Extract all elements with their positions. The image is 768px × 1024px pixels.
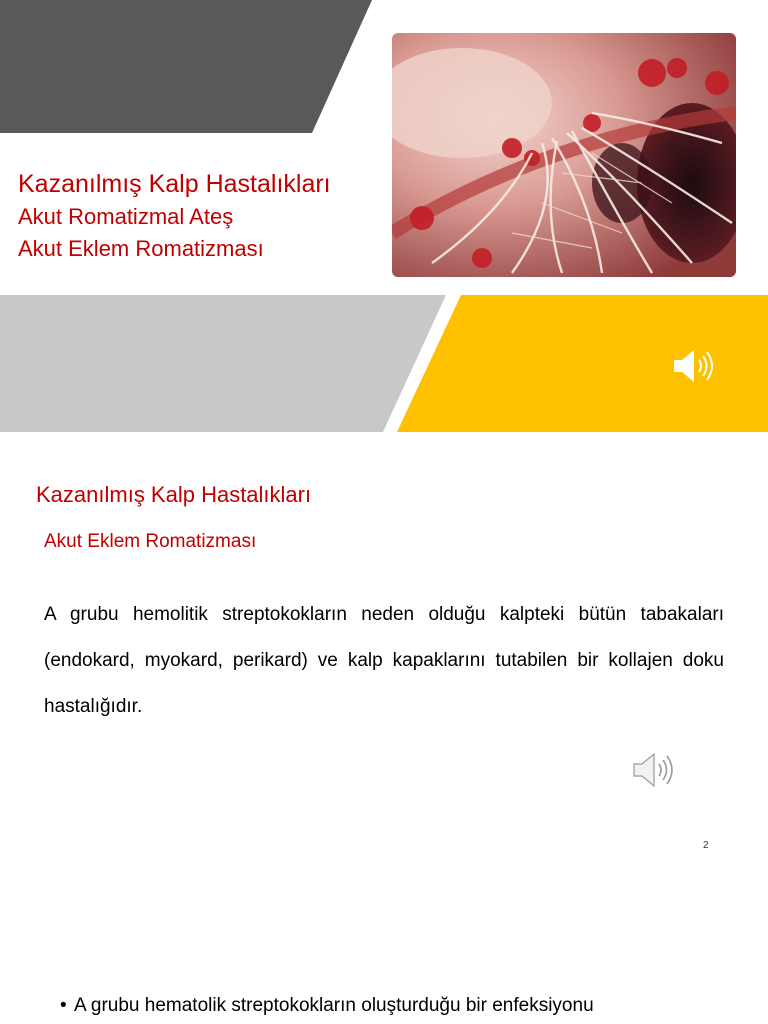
slide-subtitle: Akut Eklem Romatizması [44,531,257,552]
speaker-icon[interactable] [670,346,718,386]
heart-valve-photo [392,33,736,277]
slide-subtitle-1: Akut Romatizmal Ateş [18,204,234,229]
bullet-item [60,995,594,1017]
next-slide-partial [0,864,768,1024]
bullet-icon: • [60,995,67,1016]
slide-subtitle-2: Akut Eklem Romatizması [18,236,264,261]
slide-title: Kazanılmış Kalp Hastalıkları [18,170,331,198]
speaker-icon[interactable] [630,750,678,790]
bottom-accent-band [0,295,768,432]
title-slide [0,0,768,432]
content-slide [0,432,768,864]
page-number: 2 [703,840,709,851]
slide-body-text: A grubu hemolitik streptokokların neden olduğu kalpteki bütün tabakaları (endokard, myokard, perikard) ve kalp kapaklarını tutabilen bir kollajen doku hastalığıdır. [44,604,724,717]
slide-title: Kazanılmış Kalp Hastalıkları [36,482,312,507]
bullet-text: A grubu hematolik streptokokların oluşturduğu bir enfeksiyonu [74,995,594,1016]
